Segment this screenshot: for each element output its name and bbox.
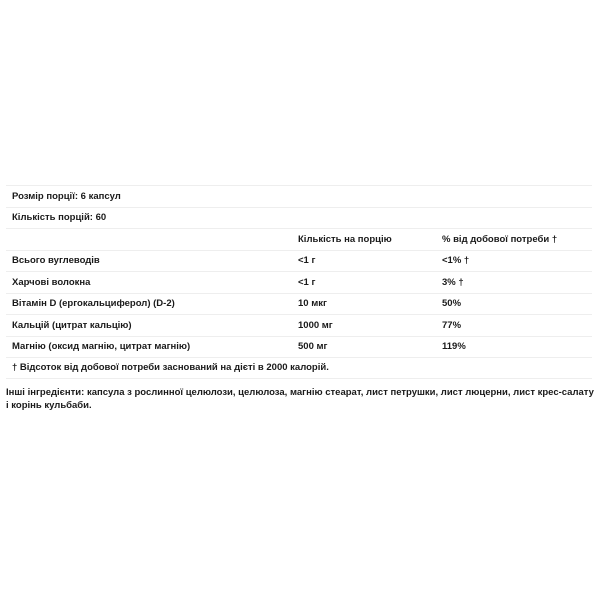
nutrient-dv: 3% † — [442, 276, 464, 288]
table-row — [6, 271, 592, 293]
servings-count: Кількість порцій: 60 — [12, 212, 107, 224]
nutrient-dv: 50% — [442, 298, 462, 310]
nutrient-name: Харчові волокна — [12, 276, 91, 288]
nutrient-amount: 1000 мг — [298, 319, 333, 331]
header-row — [6, 228, 592, 250]
table-row — [6, 336, 592, 358]
footnote-row — [6, 357, 592, 379]
nutrient-dv: <1% † — [442, 255, 470, 267]
nutrient-amount: 10 мкг — [298, 298, 327, 310]
header-daily-value: % від добової потреби † — [442, 233, 558, 245]
nutrient-dv: 77% — [442, 319, 462, 331]
serving-size-row — [6, 185, 592, 207]
table-row — [6, 250, 592, 272]
other-ingredients: Інші інгредієнти: капсула з рослинної целюлози, целюлоза, магнію стеарат, лист петрушки, лист люцерни, лист крес-салату і корінь кульбаби. — [6, 387, 594, 411]
footnote: † Відсоток від добової потреби заснований на дієті в 2000 калорій. — [12, 362, 329, 374]
nutrient-name: Всього вуглеводів — [12, 255, 100, 267]
nutrient-name: Вітамін D (ергокальциферол) (D-2) — [12, 298, 175, 310]
supplement-facts-table — [6, 185, 592, 379]
nutrient-amount: <1 г — [298, 255, 316, 267]
header-amount: Кількість на порцію — [298, 233, 392, 245]
table-row — [6, 314, 592, 336]
table-row — [6, 293, 592, 315]
nutrient-amount: 500 мг — [298, 341, 328, 353]
servings-count-row — [6, 207, 592, 229]
nutrient-dv: 119% — [442, 341, 466, 353]
serving-size: Розмір порції: 6 капсул — [12, 190, 121, 202]
nutrient-name: Кальцій (цитрат кальцію) — [12, 319, 132, 331]
nutrient-name: Магнію (оксид магнію, цитрат магнію) — [12, 341, 191, 353]
nutrient-amount: <1 г — [298, 276, 316, 288]
